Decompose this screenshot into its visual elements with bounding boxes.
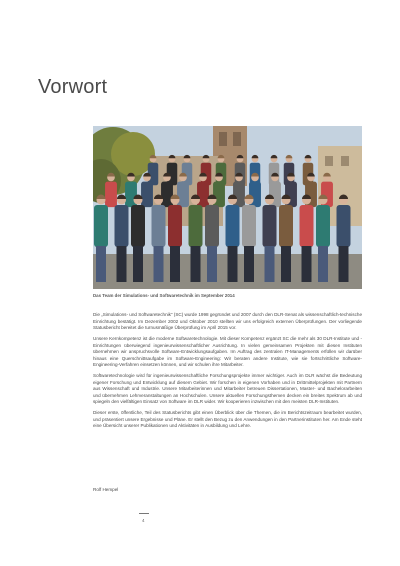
team-photo-illustration: [93, 126, 362, 289]
paragraph-2: Unsere Kernkompetenz ist die moderne Softwaretechnologie. Mit dieser Kompetenz ergänzt SC die mehr als 30 DLR-Institute und -Einrichtungen überwiegend ingenieurwissenschaftlicher Ausrichtung. In vielen gemeinsamen Projekten mit diesen Instituten übernehmen wir anspruchsvolle Software-Entwicklungsaufgaben. Im Auftrag des zentralen IT-Managements erfüllen wir darüber hinaus eine Querschnittsaufgabe im Software-Engineering: Wir beraten andere Institute, wie sie fortschrittliche Software-Engineering-Verfahren einsetzen können, und wir schulen ihre Mitarbeiter.: [93, 336, 362, 368]
page-title: Vorwort: [38, 76, 108, 98]
paragraph-4: Dieser erste, öffentliche, Teil des Statusberichts gibt einen Überblick über die Themen, die im Berichtszeitraum bearbeitet wurden, und präsentiert unsere Ergebnisse und Pläne. Er stellt den Bezug zu den Anwendungen in den Partnerinstituten her. Am Ende steht eine Übersicht unserer Publikationen und Aktivitäten in Ausbildung und Lehre.: [93, 410, 362, 429]
page-number-rule: [139, 513, 149, 514]
paragraph-3: Softwaretechnologie wird für ingenieurwissenschaftliche Forschungsprojekte immer wichtiger. Auch im DLR wächst die Bedeutung eigener Forschung und Entwicklung auf diesem Gebiet. Wir forschen in eigenen Vorhaben und in Drittmittelprojekten mit Partnern aus Wissenschaft und Industrie. Unsere Mitarbeiterinnen und Mitarbeiter betreuen Dissertationen, Master- und Bachelorarbeiten und übernehmen Lehrveranstaltungen an Hochschulen. Unsere aktuellen Forschungsthemen decken ein breites Spektrum ab und spiegeln den vielfältigen Einsatz von Software im DLR wider. Wir kooperieren inzwischen mit den meisten DLR-Instituten.: [93, 373, 362, 405]
body-text: [93, 312, 362, 434]
page-number: 4: [142, 518, 145, 523]
photo-caption: Das Team der Simulations- und Softwaretechnik im September 2014: [93, 293, 235, 298]
paragraph-1: Die „Simulations- und Softwaretechnik“ (SC) wurde 1998 gegründet und 2007 durch den DLR-Senat als wissenschaftlich-technische Einrichtung bestätigt. Im Dezember 2002 und Oktober 2010 stellten wir uns erfolgreich externen Überprüfungen. Der vorliegende Statusbericht bereitet die turnusmäßige Überprüfung im April 2015 vor.: [93, 312, 362, 330]
team-photo: [93, 126, 362, 289]
signature: Rolf Hempel: [93, 487, 119, 492]
